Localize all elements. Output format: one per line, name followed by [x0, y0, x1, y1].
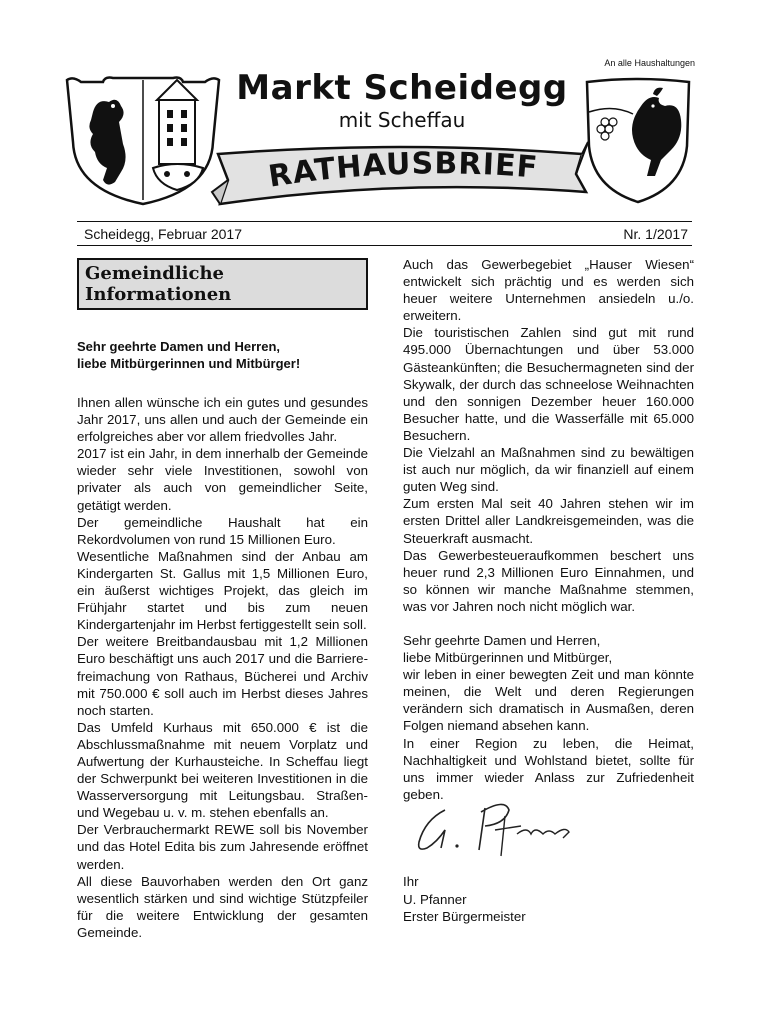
paragraph: wir leben in einer bewegten Zeit und man könnte meinen, die Welt und deren Regierungen verändern sich dramatisch in Ausmaßen, deren Folgen niemand absehen kann.: [403, 667, 694, 734]
municipal-coat-of-arms-right: [583, 76, 693, 206]
municipal-coat-of-arms-left: [63, 72, 223, 207]
greeting-line: Sehr geehrte Damen und Herren,: [77, 339, 280, 354]
publication-subtitle: mit Scheffau: [338, 108, 466, 132]
left-column: [77, 258, 368, 941]
mayor-signature: [405, 790, 585, 870]
header-rule-top: [77, 221, 692, 222]
paragraph: Ihnen allen wünsche ich ein gutes und gesundes Jahr 2017, uns allen und auch der Gemeinde ein erfolgreiches aber vor allem friedvolles Jahr.: [77, 395, 368, 445]
paragraph: Der gemeindliche Haushalt hat ein Rekordvolumen von rund 15 Millionen Euro.: [77, 514, 368, 547]
signatory-title: Erster Bürgermeister: [403, 909, 526, 924]
section-heading: Gemeindliche Informationen: [77, 258, 368, 310]
letter-body-right: [403, 256, 694, 803]
paragraph: Zum ersten Mal seit 40 Jahren stehen wir im ersten Drittel aller Landkreisgemeinden, was die Steuerkraft ausmacht.: [403, 496, 694, 546]
paragraph: Sehr geehrte Damen und Herren,: [403, 632, 601, 648]
dateline: [84, 226, 688, 242]
rathausbrief-banner: [210, 130, 590, 220]
paragraph: Wesentliche Maßnahmen sind der Anbau am Kindergarten St. Gallus mit 1,5 Millionen Euro, ein äußerst wichtiges Projekt, das gleich im Frühjahr startet und bis zum neuen Kindergartenjahr im Herbst fertiggestellt sein soll.: [77, 548, 368, 633]
paragraph: Der Verbrauchermarkt REWE soll bis November und das Hotel Edita bis zum Jahresende eröffnet werden.: [77, 822, 368, 872]
issue-date: Scheidegg, Februar 2017: [84, 226, 242, 242]
paragraph: All diese Bauvorhaben werden den Ort ganz wesentlich stärken und sind wichtige Stützpfeiler für die weitere Entwicklung der gesamten Gemeinde.: [77, 873, 368, 940]
issue-number: Nr. 1/2017: [623, 226, 688, 242]
right-column: [403, 256, 694, 803]
paragraph: liebe Mitbürgerinnen und Mitbürger,: [403, 650, 613, 666]
paragraph: Das Umfeld Kurhaus mit 650.000 € ist die Abschlussmaßnahme mit neuem Vorplatz und Aufwertung der Kurhausteiche. In Scheffau liegt der Schwerpunkt bei weiteren Investitionen in die Wasserversorgung mit Leitungsbau. Straßen- und Wegebau u. v. m. stehen ebenfalls an.: [77, 719, 368, 821]
letter-closing: [403, 873, 526, 926]
paragraph-spacer: [403, 615, 694, 632]
closing-line: Ihr: [403, 874, 419, 889]
paragraph: Auch das Gewerbegebiet „Hauser Wiesen“ entwickelt sich prächtig und es werden sich heuer weitere Unternehmen ansiedeln u./o. erweitern.: [403, 257, 694, 324]
paragraph: Das Gewerbesteueraufkommen beschert uns heuer rund 2,3 Millionen Euro Einnahmen, und so können wir manche Maßnahme stemmen, was vor Jahren noch nicht möglich war.: [403, 547, 694, 614]
paragraph: In einer Region zu leben, die Heimat, Nachhaltigkeit und Wohlstand bietet, sollte für uns immer wieder Anlass zur Zufriedenheit geben.: [403, 735, 694, 802]
paragraph: Die touristischen Zahlen sind gut mit rund 495.000 Übernachtungen und über 53.000 Gästeankünften; die Besuchermagneten sind der Skywalk, der durch das schneelose Weihnachten und den sonnigen Dezember heuer 160.000 Besucher hatte, und die Wasserfälle mit 65.000 Besuchern.: [403, 325, 694, 443]
publication-title: Markt Scheidegg: [236, 68, 568, 108]
banner-text: RATHAUSBRIEF: [266, 146, 540, 195]
greeting-line: liebe Mitbürgerinnen und Mitbürger!: [77, 356, 301, 371]
letter-greeting: [77, 338, 368, 372]
paragraph: Der weitere Breitbandausbau mit 1,2 Millionen Euro beschäftigt uns auch 2017 und die Barriere-freimachung von Rathaus, Bücherei und Archiv mit 750.000 € soll auch im Herbst dieses Jahres noch starten.: [77, 634, 368, 718]
letter-body-left: [77, 394, 368, 941]
distribution-note: An alle Haushaltungen: [604, 58, 695, 68]
signatory-name: U. Pfanner: [403, 891, 467, 907]
header-rule-bottom: [77, 245, 692, 246]
paragraph: 2017 ist ein Jahr, in dem innerhalb der Gemeinde wieder sehr viele Investitionen, sowohl von privater als auch von gemeindlicher Seite, getätigt werden.: [77, 446, 368, 513]
paragraph: Die Vielzahl an Maßnahmen sind zu bewältigen ist auch nur möglich, da wir finanziell auf einem guten Weg sind.: [403, 445, 694, 495]
